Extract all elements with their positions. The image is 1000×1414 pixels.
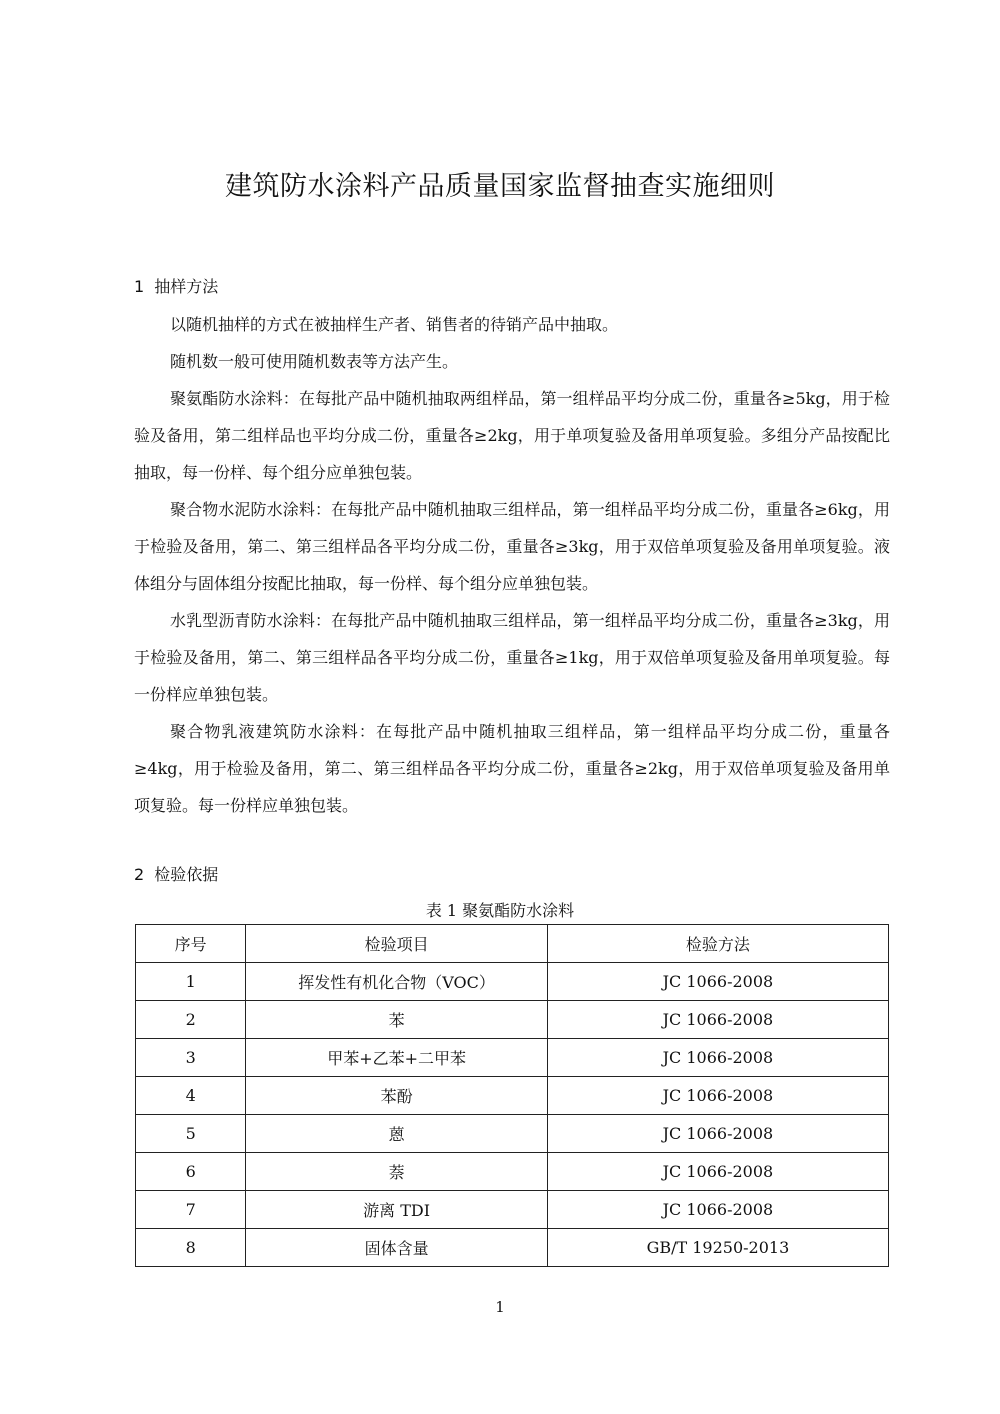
section-1-title: 抽样方法 bbox=[154, 277, 219, 296]
table-row bbox=[136, 1153, 889, 1191]
section-1-number: 1 bbox=[134, 277, 145, 296]
section-1-heading bbox=[134, 274, 218, 297]
section-2-number: 2 bbox=[134, 865, 145, 884]
cell-item: 挥发性有机化合物（VOC） bbox=[246, 963, 547, 1001]
table-row bbox=[136, 1229, 889, 1267]
cell-serial: 1 bbox=[136, 963, 246, 1001]
cell-item: 游离 TDI bbox=[246, 1191, 547, 1229]
paragraph: 聚合物水泥防水涂料：在每批产品中随机抽取三组样品，第一组样品平均分成二份，重量各≥6kg，用于检验及备用，第二、第三组样品各平均分成二份，重量各≥3kg，用于双倍单项复验及备用单项复验。液体组分与固体组分按配比抽取，每一份样、每个组分应单独包装。 bbox=[134, 500, 890, 593]
cell-item: 蒽 bbox=[246, 1115, 547, 1153]
cell-item: 苯酚 bbox=[246, 1077, 547, 1115]
cell-serial: 4 bbox=[136, 1077, 246, 1115]
paragraph: 水乳型沥青防水涂料：在每批产品中随机抽取三组样品，第一组样品平均分成二份，重量各≥3kg，用于检验及备用，第二、第三组样品各平均分成二份，重量各≥1kg，用于双倍单项复验及备用单项复验。每一份样应单独包装。 bbox=[134, 611, 890, 704]
cell-method: JC 1066-2008 bbox=[547, 1191, 888, 1229]
table-row bbox=[136, 1039, 889, 1077]
paragraph: 以随机抽样的方式在被抽样生产者、销售者的待销产品中抽取。 bbox=[170, 315, 619, 334]
document-title: 建筑防水涂料产品质量国家监督抽查实施细则 bbox=[225, 171, 775, 202]
header-method: 检验方法 bbox=[547, 925, 888, 963]
cell-method: JC 1066-2008 bbox=[547, 1039, 888, 1077]
cell-method: GB/T 19250-2013 bbox=[547, 1229, 888, 1267]
cell-serial: 5 bbox=[136, 1115, 246, 1153]
table-row bbox=[136, 1001, 889, 1039]
cell-method: JC 1066-2008 bbox=[547, 1153, 888, 1191]
page-number: 1 bbox=[495, 1298, 505, 1316]
cell-item: 苯 bbox=[246, 1001, 547, 1039]
cell-method: JC 1066-2008 bbox=[547, 963, 888, 1001]
cell-method: JC 1066-2008 bbox=[547, 1077, 888, 1115]
cell-method: JC 1066-2008 bbox=[547, 1115, 888, 1153]
section-2-title: 检验依据 bbox=[154, 865, 219, 884]
inspection-table bbox=[135, 924, 889, 1267]
table-row bbox=[136, 1191, 889, 1229]
paragraph: 聚合物乳液建筑防水涂料：在每批产品中随机抽取三组样品，第一组样品平均分成二份，重量各≥4kg，用于检验及备用，第二、第三组样品各平均分成二份，重量各≥2kg，用于双倍单项复验及备用单项复验。每一份样应单独包装。 bbox=[134, 722, 890, 815]
section-1-body bbox=[134, 306, 890, 824]
paragraph: 随机数一般可使用随机数表等方法产生。 bbox=[170, 352, 459, 371]
cell-method: JC 1066-2008 bbox=[547, 1001, 888, 1039]
cell-item: 萘 bbox=[246, 1153, 547, 1191]
cell-serial: 3 bbox=[136, 1039, 246, 1077]
table-header-row bbox=[136, 925, 889, 963]
cell-item: 固体含量 bbox=[246, 1229, 547, 1267]
table-row bbox=[136, 963, 889, 1001]
table-row bbox=[136, 1115, 889, 1153]
header-serial: 序号 bbox=[136, 925, 246, 963]
section-2-heading bbox=[134, 862, 218, 885]
cell-serial: 2 bbox=[136, 1001, 246, 1039]
table-caption: 表 1 聚氨酯防水涂料 bbox=[425, 901, 575, 920]
table-row bbox=[136, 1077, 889, 1115]
paragraph: 聚氨酯防水涂料：在每批产品中随机抽取两组样品，第一组样品平均分成二份，重量各≥5kg，用于检验及备用，第二组样品也平均分成二份，重量各≥2kg，用于单项复验及备用单项复验。多组分产品按配比抽取，每一份样、每个组分应单独包装。 bbox=[134, 389, 890, 482]
cell-serial: 8 bbox=[136, 1229, 246, 1267]
header-item: 检验项目 bbox=[246, 925, 547, 963]
cell-serial: 7 bbox=[136, 1191, 246, 1229]
cell-item: 甲苯+乙苯+二甲苯 bbox=[246, 1039, 547, 1077]
cell-serial: 6 bbox=[136, 1153, 246, 1191]
